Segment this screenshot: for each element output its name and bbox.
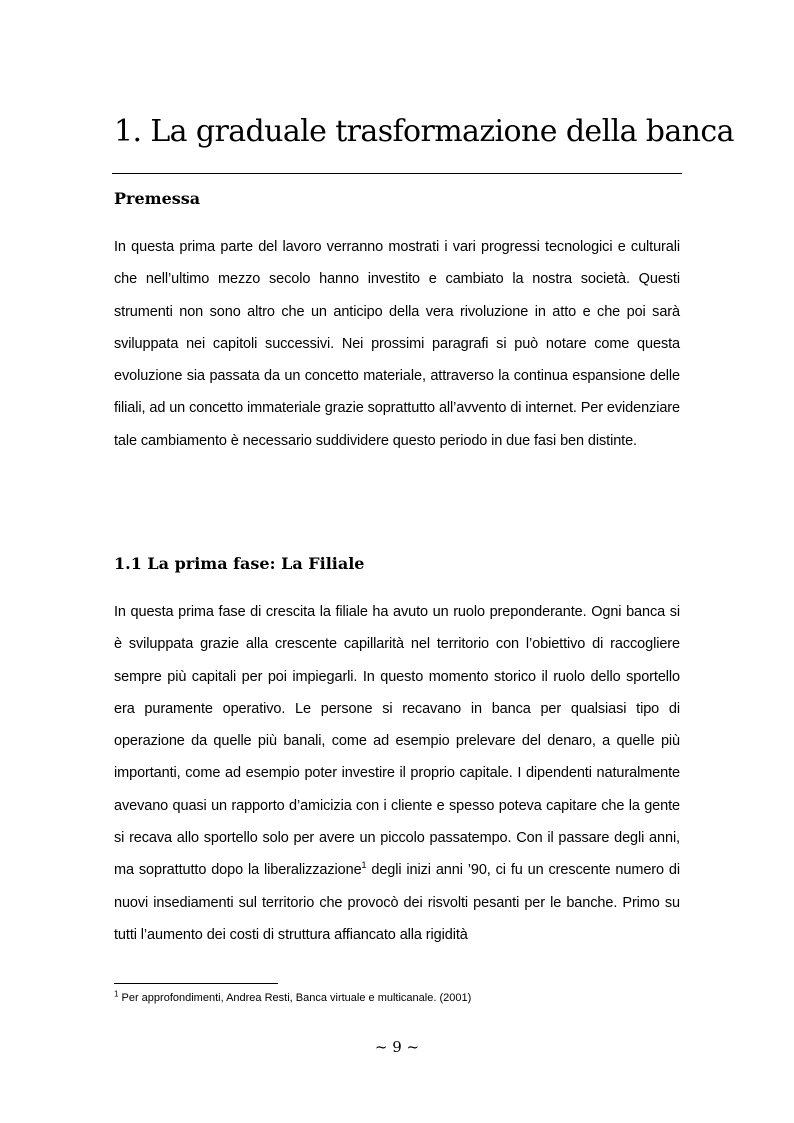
footnote-divider bbox=[114, 983, 278, 984]
paragraph-premessa: In questa prima parte del lavoro verranno mostrati i vari progressi tecnologici e culturali che nell’ultimo mezzo secolo hanno investito e cambiato la nostra società. Questi strumenti non sono altro che un anticipo della vera rivoluzione in atto e che poi sarà sviluppata nei capitoli successivi. Nei prossimi paragrafi si può notare come questa evoluzione sia passata da un concetto materiale, attraverso la continua espansione delle filiali, ad un concetto immateriale grazie soprattutto all’avvento di internet. Per evidenziare tale cambiamento è necessario suddividere questo periodo in due fasi ben distinte. bbox=[114, 239, 680, 449]
section-heading-prima-fase: 1.1 La prima fase: La Filiale bbox=[114, 554, 365, 573]
chapter-title: 1. La graduale trasformazione della banca bbox=[114, 114, 734, 149]
footnote-text: Per approfondimenti, Andrea Resti, Banca virtuale e multicanale. (2001) bbox=[118, 992, 472, 1004]
footnote-mark: 1 bbox=[114, 989, 119, 999]
footnote-reference[interactable]: 1 bbox=[361, 860, 367, 871]
paragraph-prima-fase bbox=[114, 596, 680, 951]
paragraph-text-before-footnote: In questa prima fase di crescita la filiale ha avuto un ruolo preponderante. Ogni banca si è sviluppata grazie alla crescente capillarità nel territorio con l’obiettivo di raccogliere sempre più capitali per poi impiegarli. In questo momento storico il ruolo dello sportello era puramente operativo. Le persone si recavano in banca per qualsiasi tipo di operazione da quelle più banali, come ad esempio prelevare del denaro, a quelle più importanti, come ad esempio poter investire il proprio capitale. I dipendenti naturalmente avevano quasi un rapporto d’amicizia con i cliente e spesso poteva capitare che la gente si recava allo sportello solo per avere un piccolo passatempo. Con il passare degli anni, ma soprattutto dopo la liberalizzazione bbox=[114, 604, 680, 879]
footnote bbox=[114, 990, 674, 1006]
section-heading-premessa: Premessa bbox=[114, 189, 201, 208]
paragraph-text-after-footnote: degli inizi anni ’90, ci fu un crescente numero di nuovi insediamenti sul territorio che provocò dei risvolti pesanti per le banche. Primo su tutti l’aumento dei costi di struttura affiancato alla rigidità bbox=[114, 862, 680, 943]
page-number: ~ 9 ~ bbox=[374, 1038, 420, 1056]
title-divider bbox=[112, 173, 682, 174]
